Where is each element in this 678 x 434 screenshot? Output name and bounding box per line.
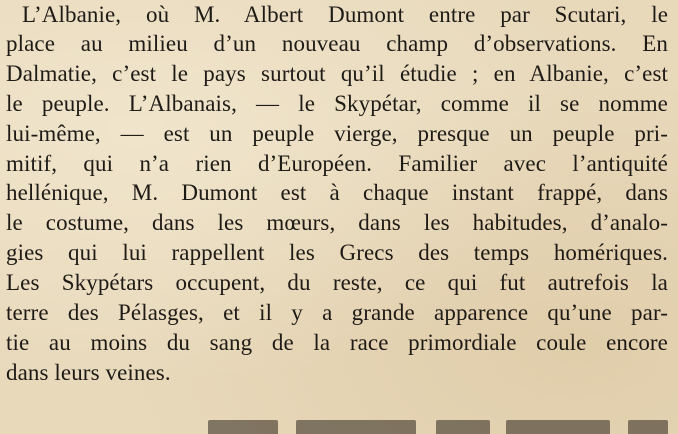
text-line: Les Skypétars occupent, du reste, ce qui fut autrefois la [6, 270, 668, 295]
text-line: L’Albanie, où M. Albert Dumont entre par Scutari, le [22, 2, 668, 27]
text-line: Dalmatie, c’est le pays surtout qu’il étudie ; en Albanie, c’est [6, 61, 668, 86]
text-line: mitif, qui n’a rien d’Européen. Familier avec l’antiquité [6, 151, 668, 176]
text-line: lui-même, — est un peuple vierge, presque un peuple pri- [6, 121, 668, 146]
text-line: gies qui lui rappellent les Grecs des temps homériques. [6, 240, 668, 265]
text-line: hellénique, M. Dumont est à chaque instant frappé, dans [6, 180, 668, 205]
text-line: le costume, dans les mœurs, dans les habitudes, d’analo- [6, 210, 668, 235]
cropped-glyph-fragment [506, 420, 610, 434]
text-line: le peuple. L’Albanais, — le Skypétar, comme il se nomme [6, 91, 668, 116]
text-line: dans leurs veines. [6, 360, 171, 385]
text-line: terre des Pélasges, et il y a grande apparence qu’une par- [6, 300, 668, 325]
cropped-glyph-fragment [296, 420, 416, 434]
cropped-glyph-fragment [436, 420, 490, 434]
text-line: tie au moins du sang de la race primordiale coule encore [6, 330, 668, 355]
text-line: place au milieu d’un nouveau champ d’observations. En [6, 31, 668, 56]
cropped-glyph-fragment [628, 420, 668, 434]
cropped-glyph-fragment [208, 420, 278, 434]
cropped-next-line [200, 420, 678, 434]
